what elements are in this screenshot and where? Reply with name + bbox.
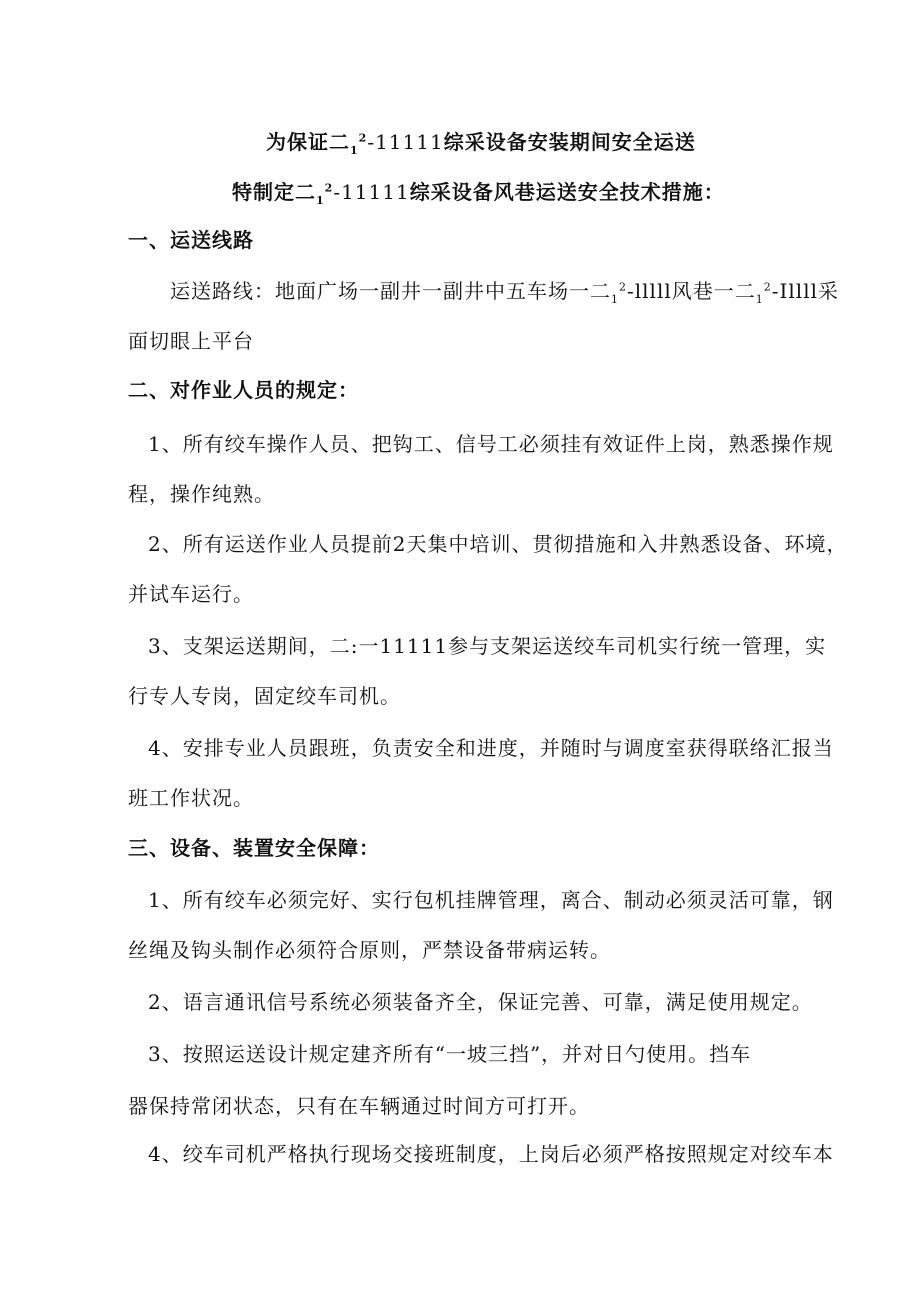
section-2-item-1-line-2: 程，操作纯熟。 [128,482,275,506]
route-line-2: 面切眼上平台 [128,329,254,353]
route-subscript-2: 1 [755,293,764,306]
title-line-1-superscript: 2 [358,131,368,145]
section-3-heading: 三、设备、装置安全保障： [128,836,380,860]
route-subscript-1: 1 [611,293,619,306]
route-superscript-1: 2 [619,280,627,294]
title-line-1-subscript: 1 [350,144,359,157]
route-text-b: -lllll风巷一二 [627,279,756,303]
section-3-item-1-line-2: 丝绳及钩头制作必须符合原则，严禁设备带病运转。 [128,938,611,962]
route-superscript-2: 2 [763,280,772,294]
title-line-2 [232,178,725,206]
section-1-heading: 一、运送线路 [128,228,254,252]
title-line-2-text-b: -11111 [333,180,410,204]
section-2-item-1-line-1: 1、所有绞车操作人员、把钩工、信号工必须挂有效证件上岗，熟悉操作规 [148,432,834,456]
title-line-2-text-c: 综采设备风巷运送安全技术措施： [409,180,725,204]
section-3-item-1-line-1: 1、所有绞车必须完好、实行包机挂牌管理，离合、制动必须灵活可靠，钢 [148,888,834,912]
section-2-item-2-line-1: 2、所有运送作业人员提前2天集中培训、贯彻措施和入井熟悉设备、环境， [148,532,848,556]
section-3-item-3-line-1: 3、按照运送设计规定建齐所有“一坡三挡”，并对日勺使用。挡车 [148,1042,752,1066]
route-text-a: 运送路线：地面广场一副井一副井中五车场一二 [170,279,611,303]
route-text-c: -Illll采 [771,279,839,303]
section-2-heading: 二、对作业人员的规定： [128,378,359,402]
section-2-item-3-line-2: 行专人专岗，固定绞车司机。 [128,684,401,708]
section-3-item-4-line-1: 4、绞车司机严格执行现场交接班制度，上岗后必须严格按照规定对绞车本 [148,1142,834,1166]
section-2-item-3-line-1: 3、支架运送期间，二:一11111参与支架运送绞车司机实行统一管理，实 [148,634,827,658]
route-line-1 [170,277,839,305]
section-3-item-3-line-2: 器保持常闭状态，只有在车辆通过时间方可打开。 [128,1094,590,1118]
title-line-2-subscript: 1 [316,194,325,207]
title-line-1-text-a: 为保证二 [266,130,350,154]
title-line-1 [266,128,696,156]
title-line-2-text-a: 特制定二 [232,180,316,204]
title-line-1-text-c: 综采设备安装期间安全运送 [443,130,696,154]
section-2-item-4-line-1: 4、安排专业人员跟班，负责安全和进度，并随时与调度室获得联络汇报当 [148,736,834,760]
section-2-item-2-line-2: 并试车运行。 [128,582,254,606]
title-line-2-superscript: 2 [324,181,334,195]
section-3-item-2-line-1: 2、语言通讯信号系统必须装备齐全，保证完善、可靠，满足使用规定。 [148,990,813,1014]
title-line-1-text-b: -11111 [367,130,444,154]
section-2-item-4-line-2: 班工作状况。 [128,786,254,810]
